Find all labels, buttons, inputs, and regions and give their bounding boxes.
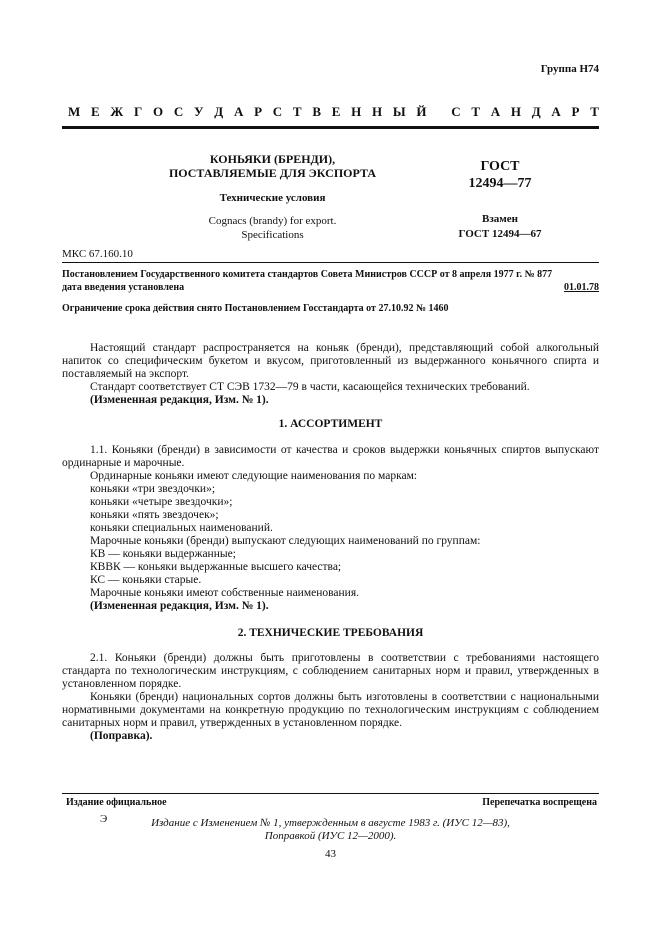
banner-letter: Д — [214, 104, 224, 119]
banner-letter: Р — [571, 104, 580, 119]
edition-note-line-2: Поправкой (ИУС 12—2000). — [264, 830, 397, 842]
intro-section — [62, 342, 599, 407]
banner-letter: Г — [134, 104, 143, 119]
section-1-line: коньяки «три звездочки»; — [90, 483, 216, 495]
decree-line-1: Постановлением Государственного комитета стандартов Совета Министров СССР от 8 апреля 1977 г. № 877 — [62, 269, 553, 280]
section-1-line: коньяки специальных наименований. — [90, 522, 273, 534]
gost-block — [425, 158, 575, 242]
section-2-paragraph: 2.1. Коньяки (бренди) должны быть приготовлены в соответствии с требованиями настоящего стандарта по технологическим инструкциям, с соблюдением санитарных норм и правил, утвержденных в установленном порядке. — [62, 652, 599, 690]
footer-rule — [62, 793, 599, 794]
banner-letter: Ж — [110, 104, 124, 119]
intro-paragraph: Настоящий стандарт распространяется на коньяк (бренди), представляющий собой алкогольный напиток со специфическим букетом и вкусом, приготовленный из выдержанного коньячного спирта и поставляемый на экспорт. — [62, 342, 599, 380]
section-1-line: Марочные коньяки (бренди) выпускают следующих наименований по группам: — [90, 535, 481, 547]
banner-letter: Т — [471, 104, 480, 119]
decree-line-2: дата введения установлена — [62, 282, 185, 293]
banner-letter: А — [551, 104, 561, 119]
edition-mark: Э — [100, 813, 108, 825]
banner-letter: С — [272, 104, 283, 119]
group-code: Группа Н74 — [540, 63, 599, 75]
section-2-heading: 2. ТЕХНИЧЕСКИЕ ТРЕБОВАНИЯ — [237, 627, 424, 639]
banner-letter: Т — [590, 104, 599, 119]
banner-gap — [437, 104, 440, 120]
section-1-line: КС — коньяки старые. — [90, 574, 202, 586]
banner-letter: С — [451, 104, 461, 119]
banner-letter: С — [173, 104, 184, 119]
restriction-note: Ограничение срока действия снято Постановлением Госстандарта от 27.10.92 № 1460 — [62, 303, 449, 314]
reprint-prohibited-label: Перепечатка воспрещена — [482, 797, 597, 808]
intro-amendment: (Измененная редакция, Изм. № 1). — [90, 394, 269, 406]
section-1-body — [62, 444, 599, 613]
edition-note-line-1: Издание с Изменением № 1, утвержденным в августе 1983 г. (ИУС 12—83), — [151, 817, 510, 829]
section-1-line: КВ — коньяки выдержанные; — [90, 548, 236, 560]
title-english-1: Cognacs (brandy) for export. — [208, 215, 337, 227]
interstate-standard-banner — [68, 104, 599, 120]
gost-label: ГОСТ — [480, 159, 520, 174]
intro-paragraph: Стандарт соответствует СТ СЭВ 1732—79 в части, касающейся технических требований. — [90, 381, 530, 393]
banner-letter: Н — [351, 104, 362, 119]
banner-letter: Д — [531, 104, 541, 119]
section-1-line: коньяки «пять звездочек»; — [90, 509, 219, 521]
banner-letter: Н — [372, 104, 383, 119]
page-number: 43 — [325, 848, 336, 860]
edition-note — [62, 817, 599, 843]
section-1-line: Ординарные коньяки имеют следующие наименования по маркам: — [90, 470, 418, 482]
section-1-heading: 1. АССОРТИМЕНТ — [278, 418, 383, 430]
banner-letter: Т — [292, 104, 302, 119]
title-subtitle: Технические условия — [219, 192, 326, 204]
mks-rule — [62, 262, 599, 263]
banner-letter: О — [153, 104, 164, 119]
section-2-paragraph: Коньяки (бренди) национальных сортов должны быть изготовлены в соответствии с национальными нормативными документами на конкретную продукцию по технологическим инструкциям с соблюдением санитарных норм и правил, утвержденных в установленном порядке. — [62, 691, 599, 729]
introduction-date: 01.01.78 — [564, 282, 599, 293]
section-1-amendment: (Измененная редакция, Изм. № 1). — [90, 600, 269, 612]
banner-letter: Н — [510, 104, 521, 119]
title-english-2: Specifications — [241, 229, 304, 241]
decree-block — [62, 268, 599, 294]
official-edition-label: Издание официальное — [66, 797, 167, 808]
header-rule — [62, 126, 599, 129]
section-1-line: Марочные коньяки имеют собственные наименования. — [90, 587, 359, 599]
banner-letter: Р — [254, 104, 263, 119]
banner-letter: У — [194, 104, 204, 119]
section-1-line: коньяки «четыре звездочки»; — [90, 496, 233, 508]
mks-code: МКС 67.160.10 — [62, 248, 133, 260]
replaces-standard: ГОСТ 12494—67 — [458, 228, 542, 240]
banner-letter: А — [490, 104, 501, 119]
banner-letter: Ы — [392, 104, 406, 119]
section-1-paragraph: 1.1. Коньяки (бренди) в зависимости от качества и сроков выдержки коньячных спиртов выпускают ординарные и марочные. — [62, 444, 599, 469]
title-block — [130, 152, 415, 242]
replaces-label: Взамен — [482, 213, 518, 225]
banner-letter: Е — [331, 104, 341, 119]
title-line-1: КОНЬЯКИ (БРЕНДИ), — [209, 152, 336, 166]
banner-letter: М — [68, 104, 81, 119]
banner-letter: В — [312, 104, 321, 119]
title-line-2: ПОСТАВЛЯЕМЫЕ ДЛЯ ЭКСПОРТА — [168, 166, 377, 180]
section-2-amendment: (Поправка). — [90, 730, 153, 742]
banner-letter: Й — [416, 104, 427, 119]
section-1-line: КВВК — коньяки выдержанные высшего качества; — [90, 561, 342, 573]
gost-number: 12494—77 — [468, 176, 532, 191]
section-2-body — [62, 652, 599, 743]
banner-letter: Е — [91, 104, 100, 119]
banner-letter: А — [233, 104, 244, 119]
